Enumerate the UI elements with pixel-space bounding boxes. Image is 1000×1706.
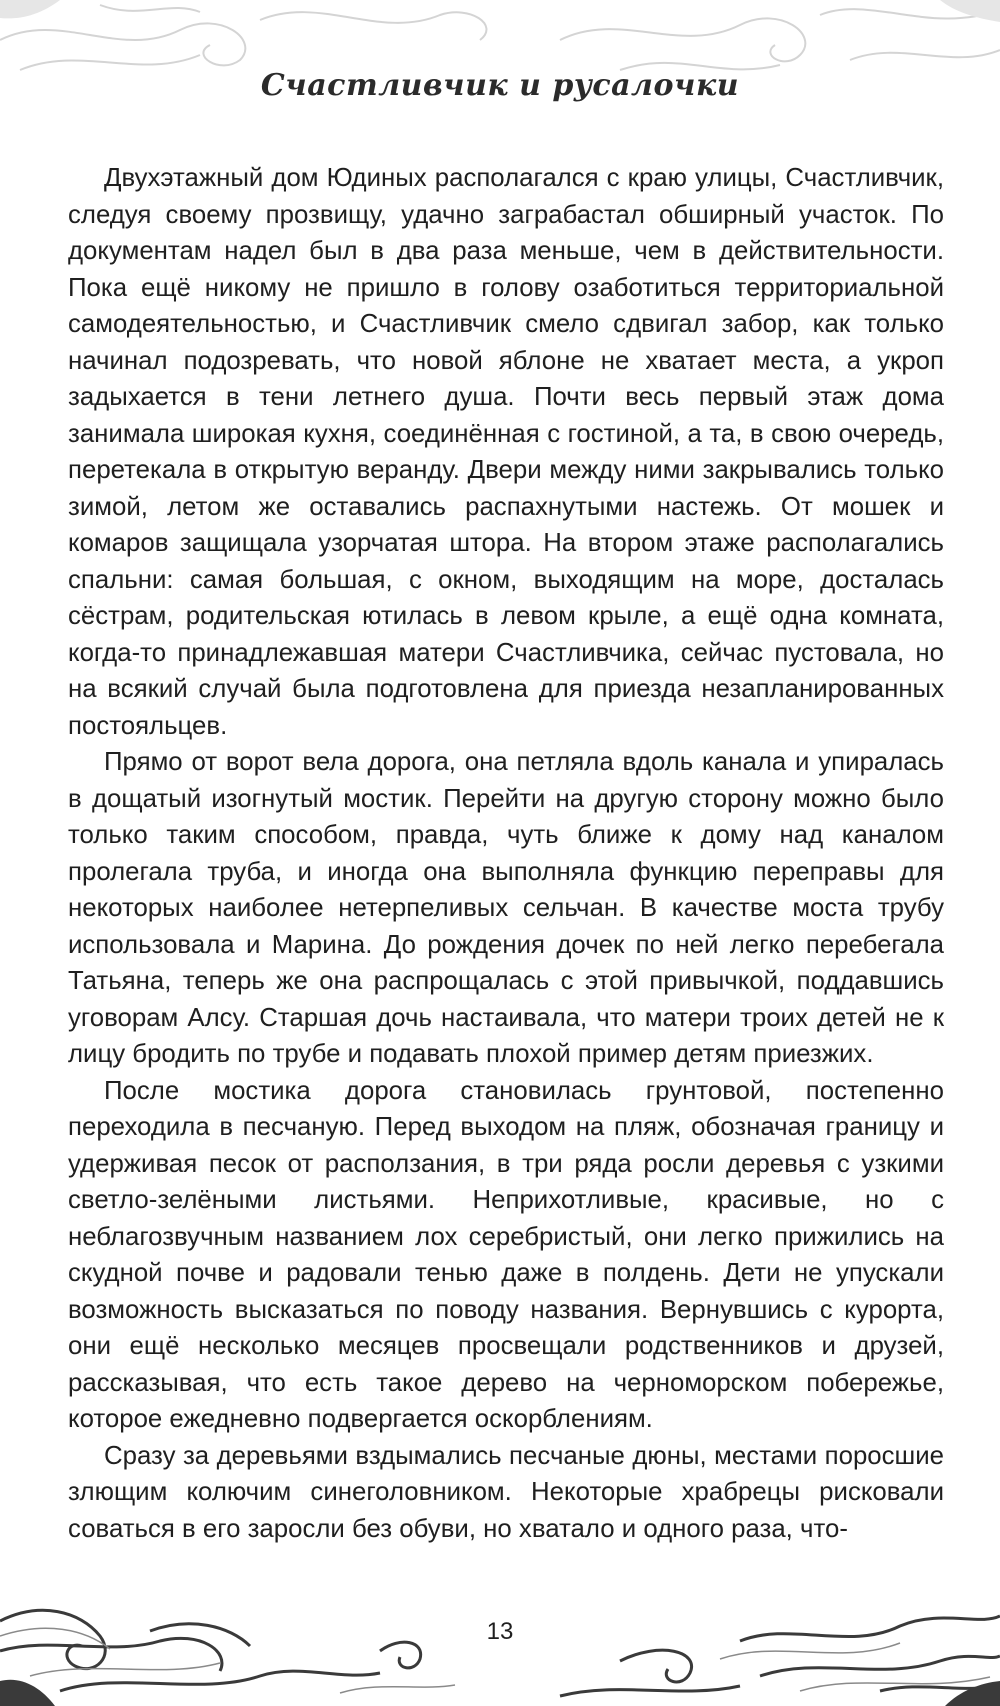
wave-ornament-bottom-icon [0, 1581, 1000, 1706]
running-title: Счастливчик и русалочки [260, 68, 740, 103]
paragraph: Сразу за деревьями вздымались песчаные дюны, местами поросшие злющим колючим синеголовником. Некоторые храбрецы рисковали соваться в его заросли без обуви, но хватало и одного раза, что- [68, 1441, 944, 1543]
main-text [68, 160, 944, 1547]
page-number: 13 [486, 1618, 514, 1645]
paragraph: Двухэтажный дом Юдиных располагался с краю улицы, Счастливчик, следуя своему прозвищу, удачно заграбастал обширный участок. По документам надел был в два раза меньше, чем в действительности. Пока ещё никому не пришло в голову озаботиться территориальной самодеятельностью, и Счастливчик смело сдвигал забор, как только начинал подозревать, что новой яблоне не хватает места, а укроп задыхается в тени летнего душа. Почти весь первый этаж дома занимала широкая кухня, соединённая с гостиной, а та, в свою очередь, перетекала в открытую веранду. Двери между ними закрывались только зимой, летом же оставались распахнутыми настежь. От мошек и комаров защищала узорчатая штора. На втором этаже располагались спальни: самая большая, с окном, выходящим на море, досталась сёстрам, родительская ютилась в левом крыле, а ещё одна комната, когда-то принадлежавшая матери Счастливчика, сейчас пустовала, но на всякий случай была подготовлена для приезда незапланированных постояльцев. [68, 164, 944, 740]
paragraph: Прямо от ворот вела дорога, она петляла вдоль канала и упиралась в дощатый изогнутый мостик. Перейти на другую сторону можно было только таким способом, правда, чуть ближе к дому над каналом пролегала труба, и иногда она выполняла функцию переправы для некоторых наиболее нетерпеливых сельчан. В качестве моста трубу использовала и Марина. До рождения дочек по ней легко перебегала Татьяна, теперь же она распрощалась с этой привычкой, поддавшись уговорам Алсу. Старшая дочь настаивала, что матери троих детей не к лицу бродить по трубе и подавать плохой пример детям приезжих. [68, 748, 944, 1068]
paragraph: После мостика дорога становилась грунтовой, постепенно переходила в песчаную. Перед выходом на пляж, обозначая границу и удерживая песок от расползания, в три ряда росли деревья с узкими светло-зелёными листьями. Неприхотливые, красивые, но с неблагозвучным названием лох серебристый, они легко прижились на скудной почве и радовали тенью даже в полдень. Дети не упускали возможность высказаться по поводу названия. Вернувшись с курорта, они ещё несколько месяцев просвещали родственников и друзей, рассказывая, что есть такое дерево на черноморском побережье, которое ежедневно подвергается оскорблениям. [68, 1076, 944, 1433]
